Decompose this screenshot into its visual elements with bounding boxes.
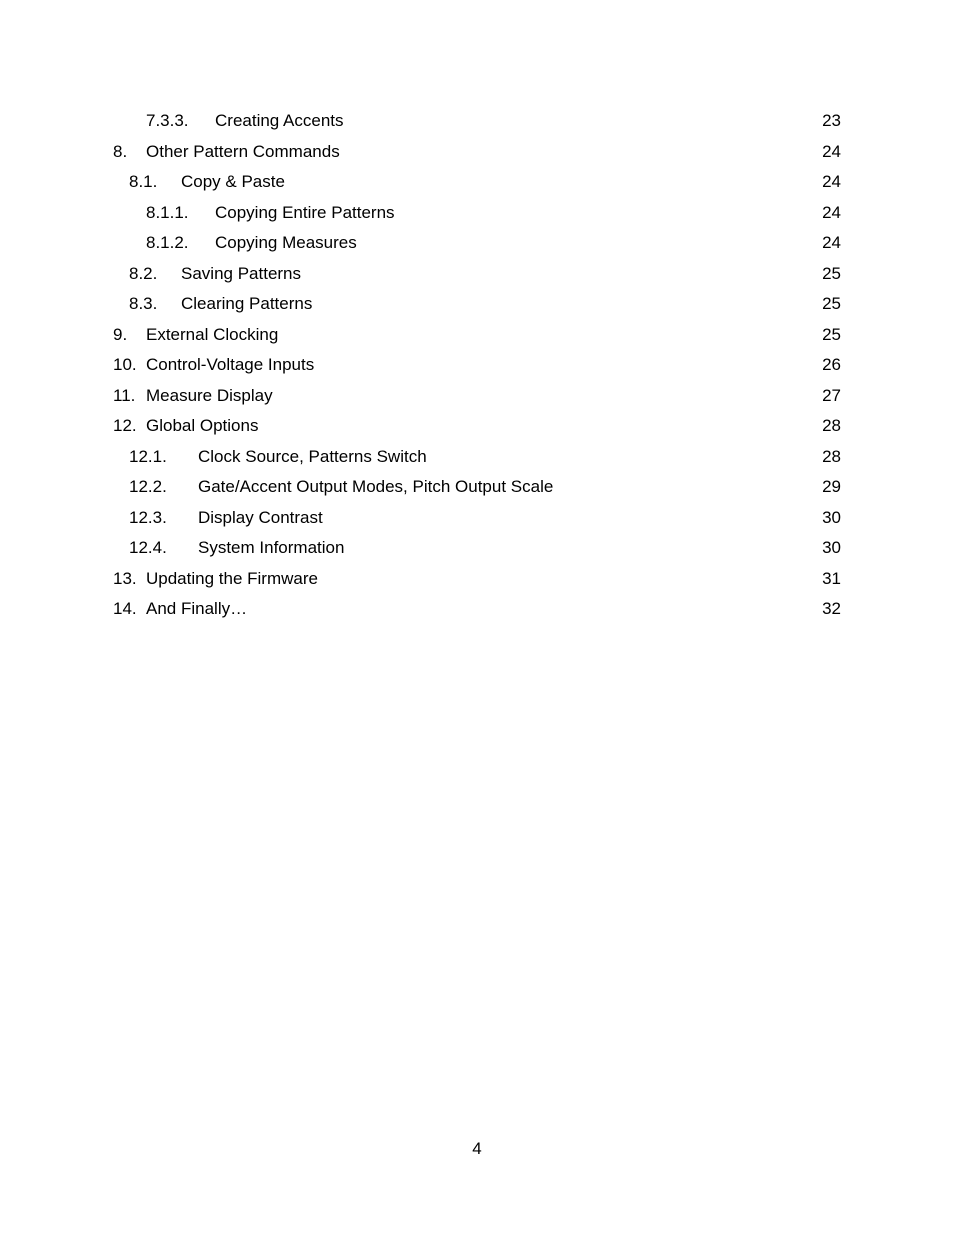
toc-entry-page: 24 bbox=[822, 203, 841, 222]
toc-entry-page: 25 bbox=[822, 264, 841, 283]
toc-entry-page: 25 bbox=[822, 294, 841, 313]
toc-entry-number: 13. bbox=[113, 569, 137, 588]
toc-entry-8-1-2[interactable] bbox=[0, 231, 954, 255]
toc-entry-title: Display Contrast bbox=[198, 508, 323, 527]
toc-entry-number: 8.3. bbox=[129, 294, 158, 313]
toc-entry-page: 23 bbox=[822, 111, 841, 130]
toc-entry-number: 7.3.3. bbox=[146, 111, 189, 130]
toc-entry-page: 29 bbox=[822, 477, 841, 496]
toc-entry-8-1-1[interactable] bbox=[0, 201, 954, 225]
toc-entry-14[interactable] bbox=[0, 597, 954, 621]
toc-entry-title: Clock Source, Patterns Switch bbox=[198, 447, 427, 466]
toc-entry-number: 12.2. bbox=[129, 477, 167, 496]
toc-entry-page: 30 bbox=[822, 538, 841, 557]
toc-entry-page: 26 bbox=[822, 355, 841, 374]
toc-entry-number: 11. bbox=[113, 386, 136, 405]
toc-entry-page: 24 bbox=[822, 233, 841, 252]
toc-entry-page: 24 bbox=[822, 172, 841, 191]
toc-entry-12-2[interactable] bbox=[0, 475, 954, 499]
toc-entry-page: 27 bbox=[822, 386, 841, 405]
toc-entry-page: 30 bbox=[822, 508, 841, 527]
toc-entry-title: Other Pattern Commands bbox=[146, 142, 340, 161]
toc-entry-number: 8.1. bbox=[129, 172, 158, 191]
toc-entry-page: 32 bbox=[822, 599, 841, 618]
toc-entry-number: 14. bbox=[113, 599, 137, 618]
toc-entry-number: 12. bbox=[113, 416, 137, 435]
toc-entry-title: Copy & Paste bbox=[181, 172, 285, 191]
toc-entry-7-3-3[interactable] bbox=[0, 109, 954, 133]
toc-entry-page: 28 bbox=[822, 416, 841, 435]
toc-entry-number: 8.1.2. bbox=[146, 233, 189, 252]
toc-entry-11[interactable] bbox=[0, 384, 954, 408]
toc-entry-number: 12.1. bbox=[129, 447, 167, 466]
toc-entry-title: Saving Patterns bbox=[181, 264, 302, 283]
toc-entry-title: System Information bbox=[198, 538, 345, 557]
toc-entry-number: 8. bbox=[113, 142, 128, 161]
toc-entry-title: Control-Voltage Inputs bbox=[146, 355, 315, 374]
toc-entry-8-1[interactable] bbox=[0, 170, 954, 194]
toc-entry-title: Gate/Accent Output Modes, Pitch Output Scale bbox=[198, 477, 554, 496]
toc-entry-page: 28 bbox=[822, 447, 841, 466]
toc-entry-13[interactable] bbox=[0, 567, 954, 591]
page-number: 4 bbox=[472, 1139, 482, 1158]
toc-entry-page: 25 bbox=[822, 325, 841, 344]
toc-entry-title: And Finally… bbox=[146, 599, 248, 618]
toc-entry-number: 9. bbox=[113, 325, 128, 344]
toc-entry-12-1[interactable] bbox=[0, 445, 954, 469]
toc-entry-9[interactable] bbox=[0, 323, 954, 347]
toc-entry-number: 12.4. bbox=[129, 538, 167, 557]
toc-entry-title: External Clocking bbox=[146, 325, 279, 344]
toc-entry-12[interactable] bbox=[0, 414, 954, 438]
toc-entry-page: 31 bbox=[822, 569, 841, 588]
toc-entry-number: 12.3. bbox=[129, 508, 167, 527]
toc-entry-title: Copying Entire Patterns bbox=[215, 203, 395, 222]
toc-entry-title: Clearing Patterns bbox=[181, 294, 313, 313]
toc-entry-number: 10. bbox=[113, 355, 137, 374]
toc-entry-8-2[interactable] bbox=[0, 262, 954, 286]
toc-entry-8-3[interactable] bbox=[0, 292, 954, 316]
toc-entry-number: 8.2. bbox=[129, 264, 158, 283]
toc-entry-12-4[interactable] bbox=[0, 536, 954, 560]
toc-entry-number: 8.1.1. bbox=[146, 203, 189, 222]
toc-entry-12-3[interactable] bbox=[0, 506, 954, 530]
toc-entry-title: Updating the Firmware bbox=[146, 569, 318, 588]
toc-entry-8[interactable] bbox=[0, 140, 954, 164]
toc-entry-title: Copying Measures bbox=[215, 233, 357, 252]
toc-entry-title: Creating Accents bbox=[215, 111, 344, 130]
toc-entry-title: Global Options bbox=[146, 416, 259, 435]
toc-entry-page: 24 bbox=[822, 142, 841, 161]
toc-entry-10[interactable] bbox=[0, 353, 954, 377]
toc-entry-title: Measure Display bbox=[146, 386, 273, 405]
